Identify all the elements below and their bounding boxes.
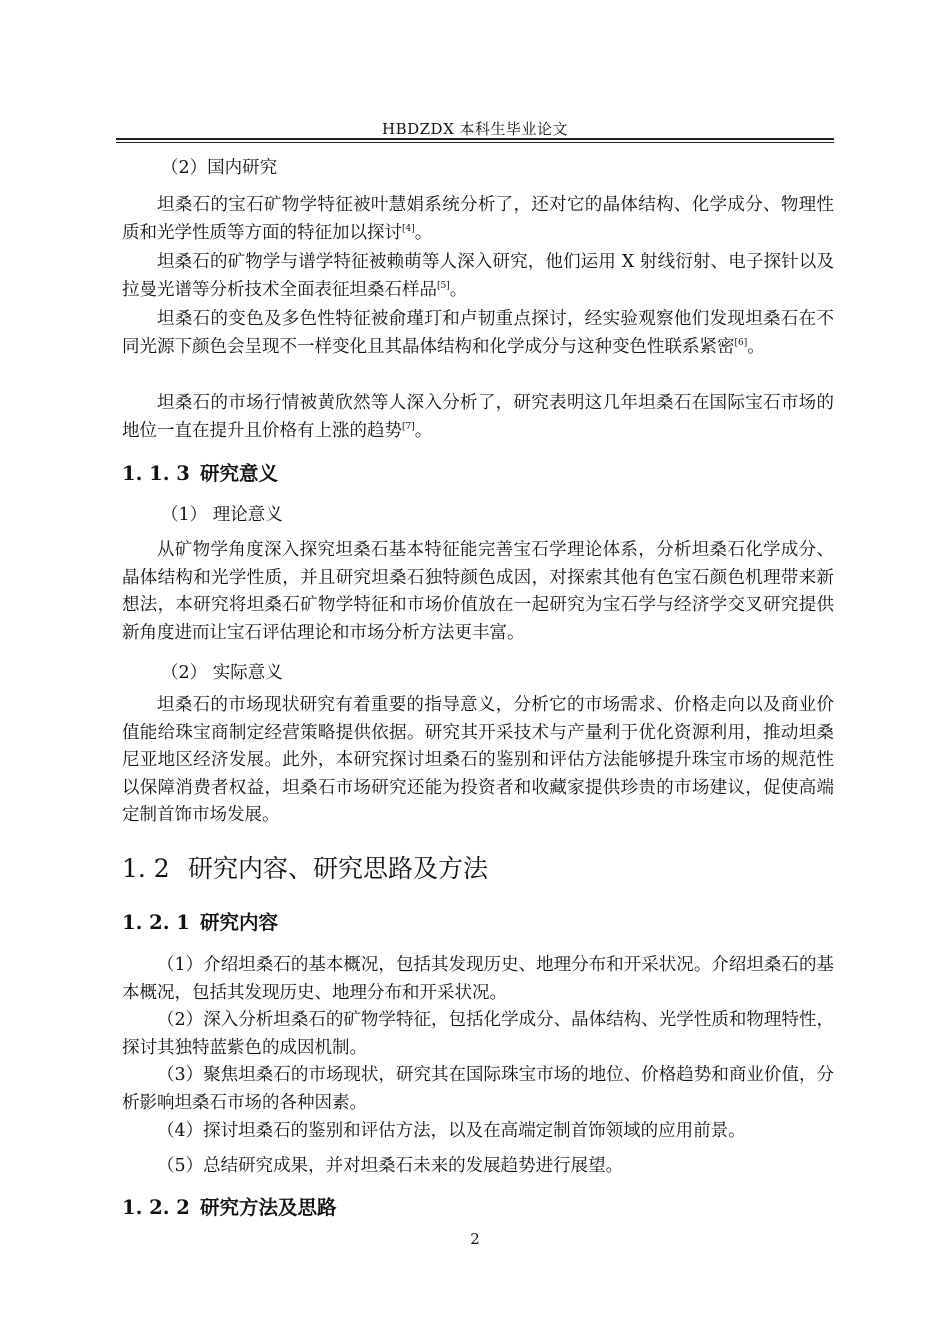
paragraph: 坦桑石的宝石矿物学特征被叶慧娟系统分析了，还对它的晶体结构、化学成分、物理性质和光学性质等方面的特征加以探讨[4]。 bbox=[122, 195, 834, 243]
list-item: （5）总结研究成果，并对坦桑石未来的发展趋势进行展望。 bbox=[157, 1156, 624, 1176]
paragraph: 坦桑石的市场行情被黄欣然等人深入分析了，研究表明这几年坦桑石在国际宝石市场的地位一直在提升且价格有上涨的趋势[7]。 bbox=[122, 393, 834, 441]
list-item: （3）聚焦坦桑石的市场现状，研究其在国际珠宝市场的地位、价格趋势和商业价值，分析影响坦桑石市场的各种因素。 bbox=[122, 1065, 834, 1113]
paragraph: 坦桑石的变色及多色性特征被俞瑾玎和卢韧重点探讨，经实验观察他们发现坦桑石在不同光源下颜色会呈现不一样变化且其晶体结构和化学成分与这种变色性联系紧密[6]。 bbox=[122, 309, 834, 357]
header-rule-thin bbox=[116, 142, 834, 143]
paragraph: 坦桑石的矿物学与谱学特征被赖萌等人深入研究，他们运用 X 射线衍射、电子探针以及拉曼光谱等分析技术全面表征坦桑石样品[5]。 bbox=[122, 252, 834, 300]
citation-ref[interactable]: [5] bbox=[437, 280, 450, 291]
list-item: （1）介绍坦桑石的基本概况，包括其发现历史、地理分布和开采状况。介绍坦桑石的基本概况，包括其发现历史、地理分布和开采状况。 bbox=[122, 955, 834, 1003]
running-header: HBDZDX 本科生毕业论文 bbox=[381, 120, 569, 138]
section-heading-1-2: 1. 2 研究内容、研究思路及方法 bbox=[122, 854, 489, 883]
theory-significance-heading: （1） 理论意义 bbox=[161, 505, 283, 525]
practical-significance-heading: （2） 实际意义 bbox=[161, 663, 283, 683]
list-item: （2）深入分析坦桑石的矿物学特征，包括化学成分、晶体结构、光学性质和物理特性，探讨其独特蓝紫色的成因机制。 bbox=[122, 1010, 834, 1058]
paragraph: 坦桑石的市场现状研究有着重要的指导意义，分析它的市场需求、价格走向以及商业价值能给珠宝商制定经营策略提供依据。研究其开采技术与产量利于优化资源利用，推动坦桑尼亚地区经济发展。此外，本研究探讨坦桑石的鉴别和评估方法能够提升珠宝市场的规范性以保障消费者权益，坦桑石市场研究还能为投资者和收藏家提供珍贵的市场建议，促使高端定制首饰市场发展。 bbox=[122, 695, 834, 825]
citation-ref[interactable]: [4] bbox=[402, 223, 415, 234]
citation-ref[interactable]: [7] bbox=[402, 421, 415, 432]
list-item: （4）探讨坦桑石的鉴别和评估方法，以及在高端定制首饰领域的应用前景。 bbox=[157, 1121, 746, 1141]
header-rule bbox=[116, 138, 834, 140]
citation-ref[interactable]: [6] bbox=[734, 337, 748, 348]
section-heading-1-1-3: 1. 1. 3 研究意义 bbox=[122, 462, 279, 485]
section-heading-1-2-2: 1. 2. 2 研究方法及思路 bbox=[122, 1196, 337, 1219]
paragraph: 从矿物学角度深入探究坦桑石基本特征能完善宝石学理论体系，分析坦桑石化学成分、晶体结构和光学性质，并且研究坦桑石独特颜色成因，对探索其他有色宝石颜色机理带来新想法，本研究将坦桑石矿物学特征和市场价值放在一起研究为宝石学与经济学交叉研究提供新角度进而让宝石评估理论和市场分析方法更丰富。 bbox=[122, 540, 834, 643]
section-heading-1-2-1: 1. 2. 1 研究内容 bbox=[122, 911, 279, 934]
page-number: 2 bbox=[470, 1230, 480, 1248]
domestic-research-heading: （2）国内研究 bbox=[161, 158, 278, 178]
